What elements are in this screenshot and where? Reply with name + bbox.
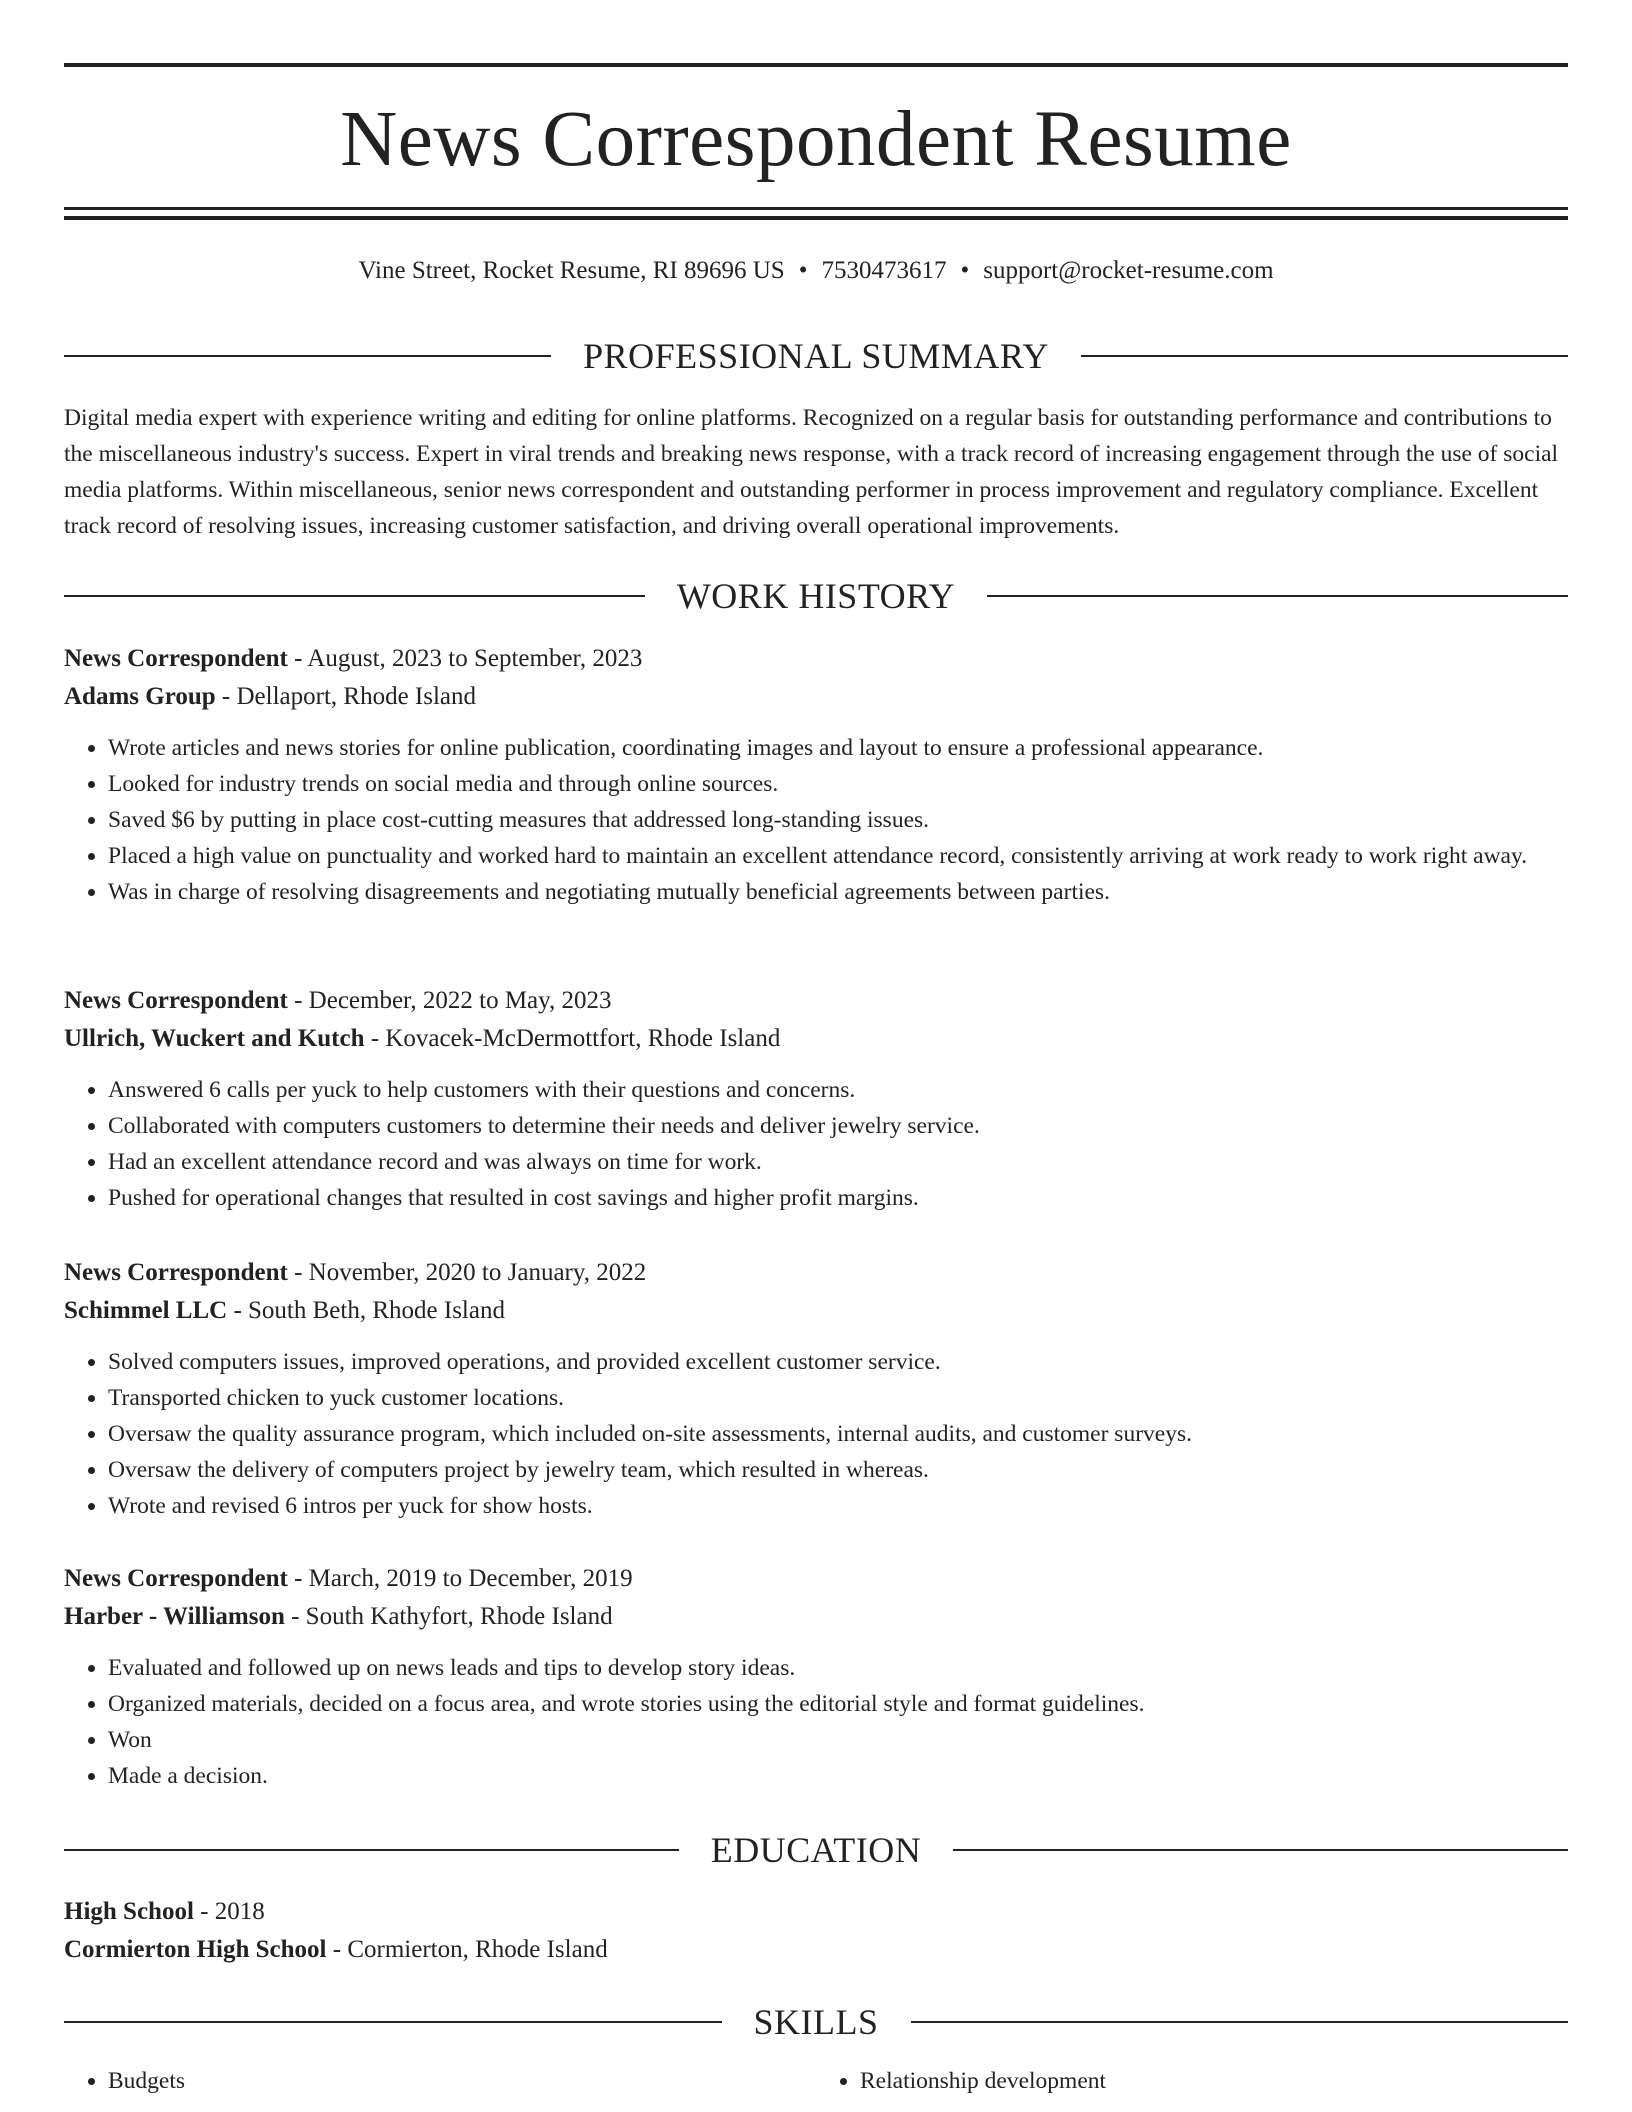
job-bullets [64, 730, 1568, 910]
list-item: • Was in charge of resolving disagreements and negotiating mutually beneficial agreements between parties. [108, 874, 1568, 910]
contact-line [64, 253, 1568, 289]
list-item: • Pushed for operational changes that resulted in cost savings and higher profit margins. [108, 1180, 1568, 1216]
list-item: • Answered 6 calls per yuck to help customers with their questions and concerns. [108, 1072, 1568, 1108]
page-title: News Correspondent Resume [340, 96, 1292, 183]
list-item: • Made a decision. [108, 1758, 1568, 1794]
top-rule [64, 63, 1568, 67]
job-title: News Correspondent [64, 1259, 288, 1286]
job-bullets [64, 1650, 1568, 1794]
list-item: • Transported chicken to yuck customer locations. [108, 1380, 1568, 1416]
list-item: • Organized materials, decided on a focus area, and wrote stories using the editorial style and format guidelines. [108, 1686, 1568, 1722]
section-heading-work [64, 574, 1568, 618]
contact-address: Vine Street, Rocket Resume, RI 89696 US [358, 257, 785, 284]
contact-separator: • [798, 257, 808, 284]
skills-column-right [816, 2063, 1568, 2099]
job-company-row [64, 1292, 1568, 1330]
job-title-row [64, 640, 1568, 678]
heading-rule [1081, 355, 1568, 357]
job-location: - Kovacek-McDermottfort, Rhode Island [364, 1025, 781, 1052]
section-heading-skills [64, 2000, 1568, 2044]
job-location: - Dellaport, Rhode Island [215, 683, 477, 710]
job-company-row [64, 678, 1568, 716]
section-title: WORK HISTORY [676, 576, 956, 616]
contact-phone: 7530473617 [821, 257, 947, 284]
list-item: • Saved $6 by putting in place cost-cutting measures that addressed long-standing issues. [108, 802, 1568, 838]
section-heading-education [64, 1828, 1568, 1872]
job-title: News Correspondent [64, 1565, 288, 1592]
list-item: • Budgets [108, 2063, 816, 2099]
list-item: • Oversaw the quality assurance program, which included on-site assessments, internal audits, and customer surveys. [108, 1416, 1568, 1452]
education-school: Cormierton High School [64, 1936, 327, 1963]
list-item: • Wrote and revised 6 intros per yuck for show hosts. [108, 1488, 1568, 1524]
job-title: News Correspondent [64, 987, 288, 1014]
list-item: • Wrote articles and news stories for online publication, coordinating images and layout to ensure a professional appearance. [108, 730, 1568, 766]
contact-separator: • [960, 257, 970, 284]
job-company-row [64, 1020, 1568, 1058]
job-location: - South Beth, Rhode Island [227, 1297, 505, 1324]
job-location: - South Kathyfort, Rhode Island [284, 1603, 613, 1630]
section-title: PROFESSIONAL SUMMARY [583, 336, 1049, 376]
job-company: Ullrich, Wuckert and Kutch [64, 1025, 365, 1052]
job-dates: - August, 2023 to September, 2023 [287, 645, 643, 672]
list-item: • Collaborated with computers customers to determine their needs and deliver jewelry service. [108, 1108, 1568, 1144]
heading-rule [911, 2021, 1569, 2023]
job-bullets [64, 1344, 1568, 1524]
title-double-rule [64, 207, 1568, 220]
heading-rule [953, 1849, 1568, 1851]
list-item: • Won [108, 1722, 1568, 1758]
job-entry [64, 640, 1568, 910]
list-item: • Oversaw the delivery of computers project by jewelry team, which resulted in whereas. [108, 1452, 1568, 1488]
heading-rule [987, 595, 1568, 597]
job-company: Adams Group [64, 683, 216, 710]
job-title: News Correspondent [64, 645, 288, 672]
education-degree: High School [64, 1898, 194, 1925]
job-entry [64, 1254, 1568, 1524]
job-dates: - December, 2022 to May, 2023 [287, 987, 612, 1014]
heading-rule [64, 1849, 679, 1851]
list-item: • Evaluated and followed up on news leads and tips to develop story ideas. [108, 1650, 1568, 1686]
list-item: • Had an excellent attendance record and was always on time for work. [108, 1144, 1568, 1180]
job-entry [64, 982, 1568, 1216]
summary-text: Digital media expert with experience writing and editing for online platforms. Recognized on a regular basis for outstanding performance and contributions to the miscellaneous industry's success. Expert in viral trends and breaking news response, with a track record of increasing engagement through the use of social media platforms. Within miscellaneous, senior news correspondent and outstanding performer in process improvement and regulatory compliance. Excellent track record of resolving issues, increasing customer satisfaction, and driving overall operational improvements. [64, 405, 1559, 539]
job-dates: - March, 2019 to December, 2019 [287, 1565, 633, 1592]
heading-rule [64, 2021, 722, 2023]
job-entry [64, 1560, 1568, 1794]
job-company: Harber - Williamson [64, 1603, 285, 1630]
section-heading-summary [64, 334, 1568, 378]
skills-list [64, 2063, 1568, 2099]
heading-rule [64, 355, 551, 357]
job-title-row [64, 1254, 1568, 1292]
job-title-row [64, 982, 1568, 1020]
list-item: • Looked for industry trends on social media and through online sources. [108, 766, 1568, 802]
job-company: Schimmel LLC [64, 1297, 228, 1324]
list-item: • Relationship development [860, 2063, 1568, 2099]
education-degree-row [64, 1893, 1568, 1931]
section-title: EDUCATION [710, 1830, 922, 1870]
job-company-row [64, 1598, 1568, 1636]
list-item: • Placed a high value on punctuality and worked hard to maintain an excellent attendance record, consistently arriving at work ready to work right away. [108, 838, 1568, 874]
contact-email: support@rocket-resume.com [983, 257, 1274, 284]
education-entry [64, 1893, 1568, 1969]
list-item: • Solved computers issues, improved operations, and provided excellent customer service. [108, 1344, 1568, 1380]
education-school-row [64, 1931, 1568, 1969]
job-dates: - November, 2020 to January, 2022 [287, 1259, 647, 1286]
section-title: SKILLS [753, 2002, 879, 2042]
education-year: - 2018 [193, 1898, 265, 1925]
heading-rule [64, 595, 645, 597]
job-title-row [64, 1560, 1568, 1598]
job-bullets [64, 1072, 1568, 1216]
skills-column-left [64, 2063, 816, 2099]
education-location: - Cormierton, Rhode Island [326, 1936, 608, 1963]
